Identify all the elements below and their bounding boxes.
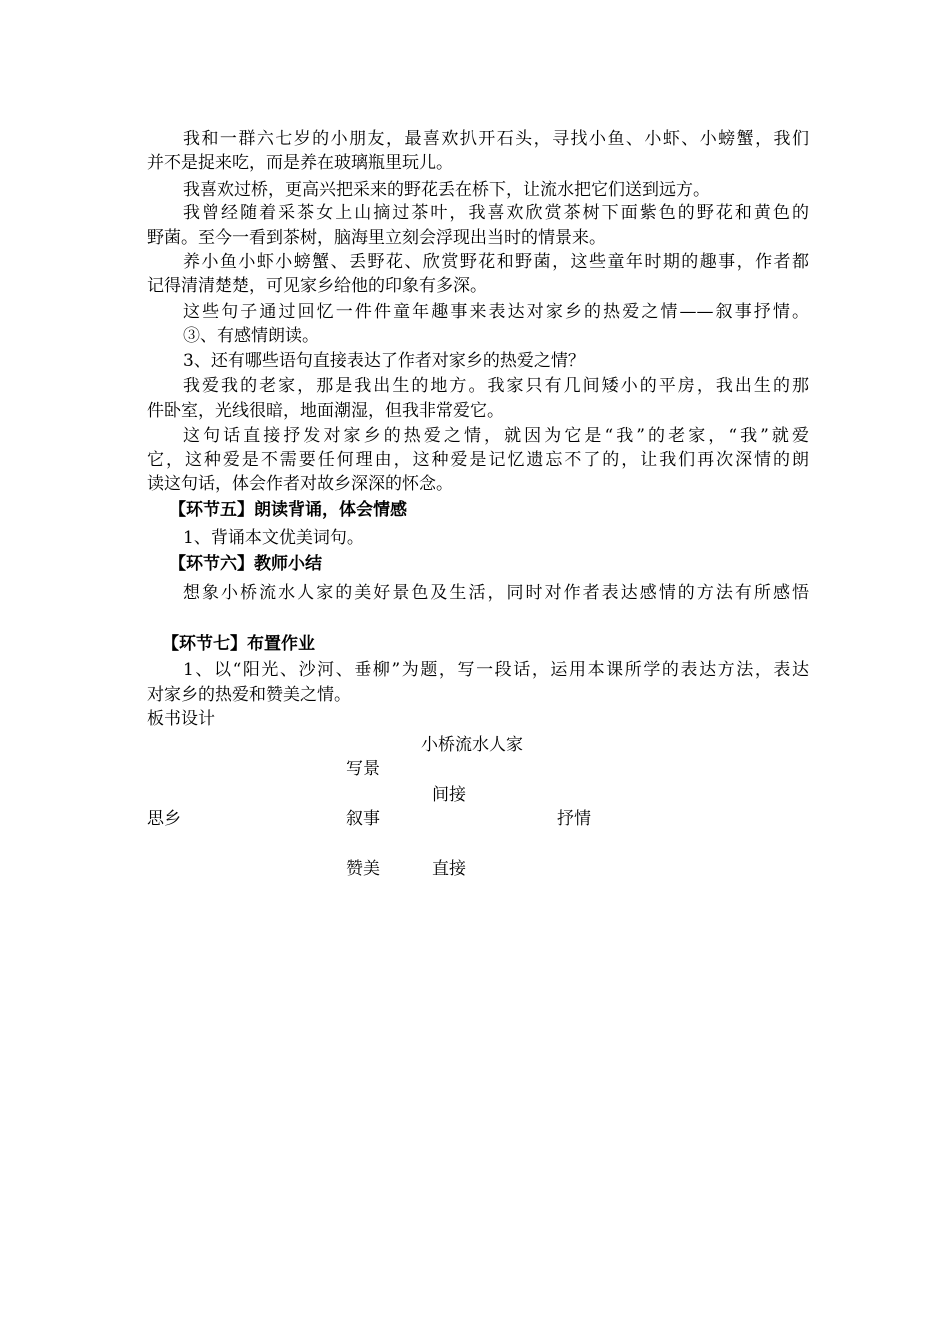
- board-word: 赞美: [346, 859, 380, 879]
- board-word: 叙事: [346, 809, 380, 829]
- paragraph-line: 读这句话，体会作者对故乡深深的怀念。: [147, 474, 453, 494]
- board-word: 思乡: [147, 809, 181, 829]
- paragraph-line: 野菌。至今一看到茶树，脑海里立刻会浮现出当时的情景来。: [147, 228, 606, 248]
- paragraph-line: 并不是捉来吃，而是养在玻璃瓶里玩儿。: [147, 153, 453, 173]
- board-label: 板书设计: [147, 709, 215, 729]
- paragraph-line: 我和一群六七岁的小朋友，最喜欢扒开石头，寻找小鱼、小虾、小螃蟹，我们: [183, 129, 809, 149]
- board-word: 写景: [346, 759, 380, 779]
- section-text: 想象小桥流水人家的美好景色及生活，同时对作者表达感情的方法有所感悟: [183, 583, 809, 603]
- paragraph-line: 我喜欢过桥，更高兴把采来的野花丢在桥下，让流水把它们送到远方。: [183, 180, 710, 200]
- paragraph-line: 我爱我的老家，那是我出生的地方。我家只有几间矮小的平房，我出生的那: [183, 376, 809, 396]
- section-item: 1、背诵本文优美词句。: [183, 528, 364, 548]
- paragraph-line: 这些句子通过回忆一件件童年趣事来表达对家乡的热爱之情——叙事抒情。: [183, 302, 809, 322]
- paragraph-line: ③、有感情朗读。: [183, 326, 319, 346]
- board-word: 抒情: [557, 809, 591, 829]
- board-word: 直接: [432, 859, 466, 879]
- section-heading: 【环节六】教师小结: [169, 554, 322, 574]
- paragraph-line: 它，这种爱是不需要任何理由，这种爱是记忆遗忘不了的，让我们再次深情的朗: [147, 450, 809, 470]
- paragraph-line: 件卧室，光线很暗，地面潮湿，但我非常爱它。: [147, 401, 504, 421]
- section-heading: 【环节五】朗读背诵，体会情感: [169, 500, 407, 520]
- paragraph-line: 这句话直接抒发对家乡的热爱之情，就因为它是“我”的老家，“我”就爱: [183, 426, 809, 446]
- paragraph-line: 记得清清楚楚，可见家乡给他的印象有多深。: [147, 276, 487, 296]
- board-word: 间接: [432, 785, 466, 805]
- section-text: 1、以“阳光、沙河、垂柳”为题，写一段话，运用本课所学的表达方法，表达: [183, 660, 809, 680]
- paragraph-line: 3、还有哪些语句直接表达了作者对家乡的热爱之情？: [183, 351, 585, 371]
- section-text: 对家乡的热爱和赞美之情。: [147, 685, 351, 705]
- board-title: 小桥流水人家: [421, 735, 523, 755]
- section-heading: 【环节七】布置作业: [162, 634, 315, 654]
- paragraph-line: 养小鱼小虾小螃蟹、丢野花、欣赏野花和野菌，这些童年时期的趣事，作者都: [183, 252, 809, 272]
- paragraph-line: 我曾经随着采茶女上山摘过茶叶，我喜欢欣赏茶树下面紫色的野花和黄色的: [183, 203, 809, 223]
